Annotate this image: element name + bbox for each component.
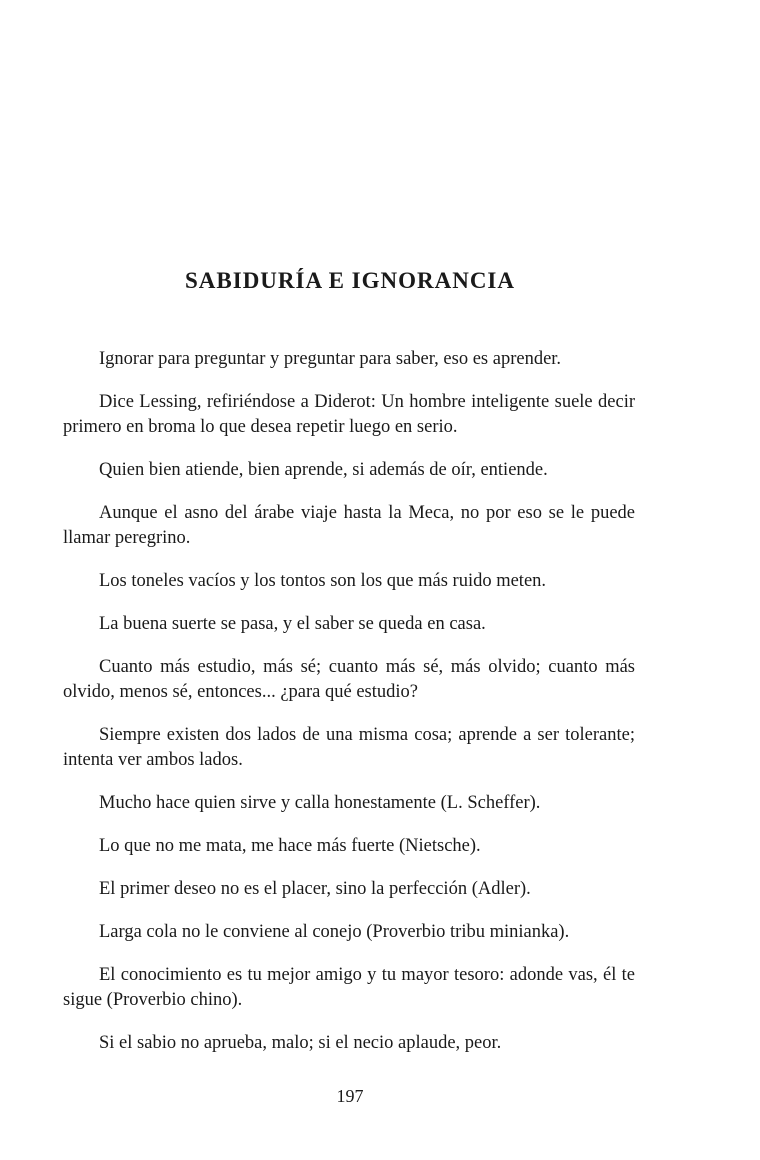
body-text	[63, 347, 635, 1074]
paragraph: Siempre existen dos lados de una misma cosa; aprende a ser tolerante; intenta ver ambos lados.	[63, 725, 635, 770]
page-title: SABIDURÍA E IGNORANCIA	[185, 268, 515, 293]
paragraph: Aunque el asno del árabe viaje hasta la Meca, no por eso se le puede llamar peregrino.	[63, 503, 635, 548]
paragraph: La buena suerte se pasa, y el saber se queda en casa.	[99, 614, 486, 634]
paragraph: Lo que no me mata, me hace más fuerte (Nietsche).	[99, 836, 481, 856]
paragraph: El primer deseo no es el placer, sino la perfección (Adler).	[99, 879, 531, 899]
paragraph: Cuanto más estudio, más sé; cuanto más sé, más olvido; cuanto más olvido, menos sé, entonces... ¿para qué estudio?	[63, 657, 635, 702]
paragraph: Ignorar para preguntar y preguntar para saber, eso es aprender.	[99, 349, 562, 369]
page-number: 197	[336, 1086, 364, 1106]
paragraph: Si el sabio no aprueba, malo; si el necio aplaude, peor.	[99, 1033, 502, 1053]
paragraph: Quien bien atiende, bien aprende, si además de oír, entiende.	[99, 460, 548, 480]
paragraph: Mucho hace quien sirve y calla honestamente (L. Scheffer).	[99, 793, 541, 813]
paragraph: Dice Lessing, refiriéndose a Diderot: Un hombre inteligente suele decir primero en broma lo que desea repetir luego en serio.	[63, 392, 635, 437]
paragraph: Larga cola no le conviene al conejo (Proverbio tribu minianka).	[99, 922, 570, 942]
paragraph: El conocimiento es tu mejor amigo y tu mayor tesoro: adonde vas, él te sigue (Proverbio chino).	[63, 965, 635, 1010]
paragraph: Los toneles vacíos y los tontos son los que más ruido meten.	[99, 571, 547, 591]
